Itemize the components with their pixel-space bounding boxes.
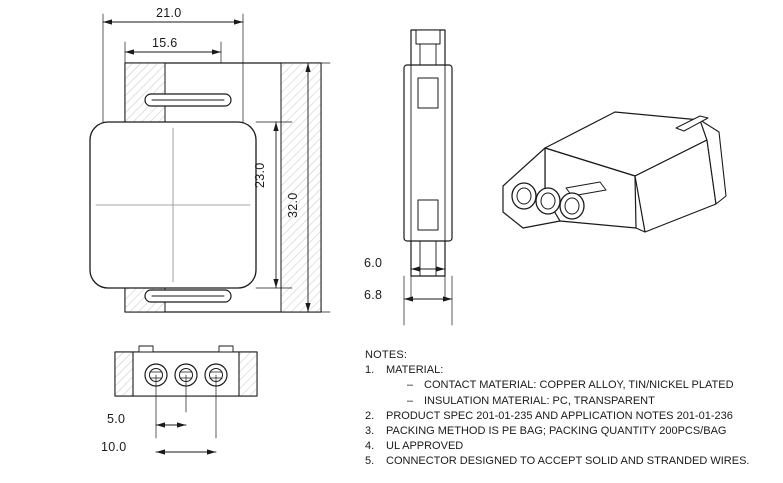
side-view: [404, 30, 452, 276]
note-number: 3.: [365, 425, 375, 438]
dimension-top-inner-width: 15.6: [152, 36, 178, 50]
note-sub-item: [386, 378, 749, 393]
note-item: [365, 439, 749, 454]
isometric-view: [503, 112, 726, 232]
dimension-top-inner-height: 23.0: [253, 162, 267, 188]
note-item: [365, 409, 749, 424]
dimension-front-pitch: 5.0: [107, 412, 126, 426]
note-text: PRODUCT SPEC 201-01-235 AND APPLICATION NOTES 201-01-236: [386, 409, 733, 422]
dimension-front-span: 10.0: [101, 440, 127, 454]
note-item: [365, 454, 749, 469]
note-dash: –: [407, 394, 414, 407]
notes-block: [365, 348, 749, 470]
dimension-side-depth-overall: 6.8: [364, 288, 383, 302]
note-item: [365, 363, 749, 409]
dimension-top-overall-width: 21.0: [156, 6, 182, 20]
note-text: CONNECTOR DESIGNED TO ACCEPT SOLID AND STRANDED WIRES.: [386, 455, 750, 468]
note-sub-text: CONTACT MATERIAL: COPPER ALLOY, TIN/NICKEL PLATED: [424, 379, 734, 392]
note-number: 4.: [365, 440, 375, 453]
notes-list: [365, 363, 749, 469]
note-number: 2.: [365, 409, 375, 422]
dimension-side-depth-inner: 6.0: [364, 256, 383, 270]
note-item: [365, 424, 749, 439]
note-number: 1.: [365, 364, 375, 377]
note-sub-item: [386, 394, 749, 409]
note-dash: –: [407, 379, 414, 392]
note-text: UL APPROVED: [386, 440, 464, 453]
note-sub-text: INSULATION MATERIAL: PC, TRANSPARENT: [424, 394, 655, 407]
note-text: PACKING METHOD IS PE BAG; PACKING QUANTITY 200PCS/BAG: [386, 425, 727, 438]
notes-heading: NOTES:: [365, 349, 408, 361]
note-text: MATERIAL:: [386, 364, 444, 377]
dimension-top-overall-height: 32.0: [286, 192, 300, 218]
note-number: 5.: [365, 455, 375, 468]
top-view: [90, 63, 321, 312]
